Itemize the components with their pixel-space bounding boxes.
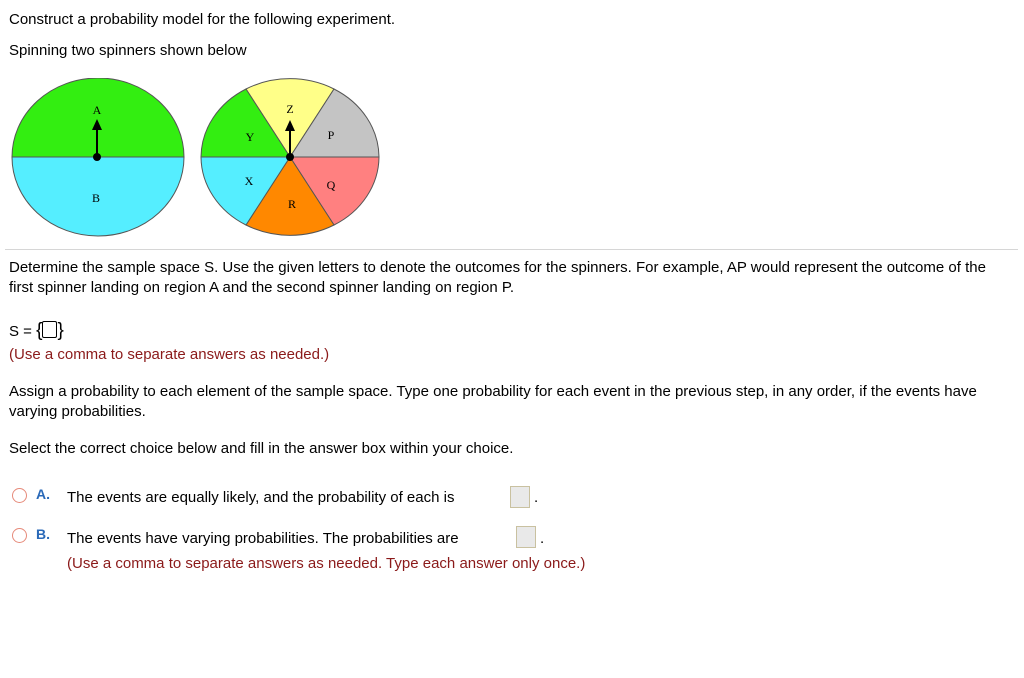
spinner-one-pivot xyxy=(93,153,101,161)
option-b-period: . xyxy=(540,530,545,547)
section-divider xyxy=(5,249,1018,250)
option-b-letter: B. xyxy=(36,526,50,542)
sample-space-row xyxy=(9,320,64,342)
question-title: Construct a probability model for the following experiment. xyxy=(9,11,396,28)
spinner-two-label-r: R xyxy=(287,197,297,211)
brace-open: { xyxy=(36,320,43,341)
spinners-figure xyxy=(0,78,400,248)
spinner-two-label-x: X xyxy=(244,174,254,188)
spinner-two-pivot xyxy=(286,153,294,161)
sample-space-hint: (Use a comma to separate answers as needed.) xyxy=(9,346,330,363)
sample-space-instruction: Determine the sample space S. Use the given letters to denote the outcomes for the spinners. For example, AP would represent the outcome of the first spinner landing on region A and the second spinner landing on region P. xyxy=(9,259,986,296)
option-a-text: The events are equally likely, and the probability of each is xyxy=(67,489,455,506)
option-a-radio[interactable] xyxy=(12,488,27,503)
spinner-one-label-a: A xyxy=(92,103,102,117)
option-b-answer-box[interactable] xyxy=(516,526,536,548)
question-subtitle: Spinning two spinners shown below xyxy=(9,42,247,59)
option-a-answer-box[interactable] xyxy=(510,486,530,508)
s-equals-label: S = xyxy=(9,323,32,340)
option-b-text: The events have varying probabilities. The probabilities are xyxy=(67,530,459,547)
brace-close: } xyxy=(57,320,64,341)
option-a-period: . xyxy=(534,489,539,506)
spinner-two-label-z: Z xyxy=(286,102,294,116)
probability-instruction: Assign a probability to each element of the sample space. Type one probability for each event in the previous step, in any order, if the events have varying probabilities. xyxy=(9,383,977,420)
spinner-two-label-p: P xyxy=(327,128,335,142)
select-choice-prompt: Select the correct choice below and fill in the answer box within your choice. xyxy=(9,440,514,457)
spinner-one-label-b: B xyxy=(91,191,101,205)
spinner-two xyxy=(201,79,379,236)
spinner-one xyxy=(12,78,184,236)
option-b-radio[interactable] xyxy=(12,528,27,543)
spinner-two-label-y: Y xyxy=(245,130,255,144)
option-b-hint: (Use a comma to separate answers as needed. Type each answer only once.) xyxy=(67,555,586,572)
spinner-two-label-q: Q xyxy=(326,178,336,192)
option-a-letter: A. xyxy=(36,486,50,502)
sample-space-input[interactable] xyxy=(42,321,57,338)
